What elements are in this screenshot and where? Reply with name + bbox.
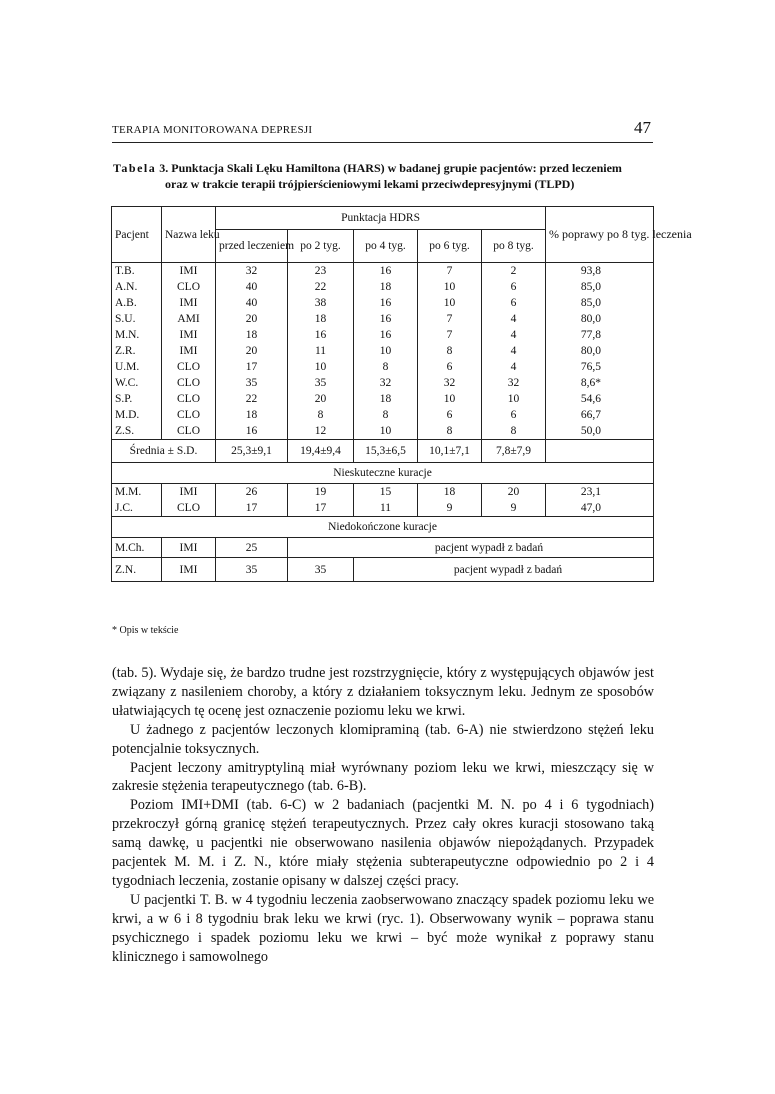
cell-week-8: 6 (482, 295, 546, 311)
table-row (112, 327, 654, 343)
cell-week-2: 35 (288, 375, 354, 391)
cell-week-2: 12 (288, 423, 354, 440)
cell-drug: CLO (162, 279, 216, 295)
cell-patient: U.M. (112, 359, 162, 375)
footnote: * Opis w tekście (112, 625, 179, 636)
cell-week-4: 18 (354, 391, 418, 407)
cell-week-8: 6 (482, 407, 546, 423)
paragraph: (tab. 5). Wydaje się, że bardzo trudne jest rozstrzygnięcie, który z występujących objawów jest związany z nasileniem choroby, a który z działaniem toksycznym leku. Jednym ze sposobów ułatwiających tę ocenę jest oznaczenie poziomu leku we krwi. (112, 665, 654, 719)
cell-week-8: 4 (482, 327, 546, 343)
cell-before: 18 (216, 407, 288, 423)
header-hdrs-group: Punktacja HDRS (216, 207, 546, 230)
cell-before: 20 (216, 343, 288, 359)
body-text (112, 664, 654, 967)
cell-patient: A.B. (112, 295, 162, 311)
cell-before: 40 (216, 279, 288, 295)
cell-improvement: 76,5 (546, 359, 654, 375)
paragraph: Poziom IMI+DMI (tab. 6-C) w 2 badaniach (pacjentki M. N. po 4 i 6 tygodniach) przekroczył górną granicę stężeń terapeutycznych. Przez cały okres kuracji stosowano taką samą dawkę, u pacjentki nie obserwowano nasilenia objawów niepożądanych. Przypadek pacjentek M. M. i Z. N., które miały stężenia subterapeutyczne odpowiednio po 2 i 4 tygodniach leczenia, zostanie opisany w dalszej części pracy. (112, 797, 654, 889)
cell-week-6: 7 (418, 311, 482, 327)
cell-week-4: 8 (354, 359, 418, 375)
unfinished-before: 25 (216, 538, 288, 558)
cell-improvement: 23,1 (546, 484, 654, 501)
cell-patient: A.N. (112, 279, 162, 295)
cell-before: 17 (216, 500, 288, 517)
table-row (112, 391, 654, 407)
caption-number: 3. (159, 161, 169, 175)
cell-drug: IMI (162, 484, 216, 501)
cell-patient: Z.R. (112, 343, 162, 359)
paragraph: Pacjent leczony amitryptyliną miał wyrównany poziom leku we krwi, mieszczący się w zakresie stężenia terapeutycznego (tab. 6-B). (112, 759, 654, 795)
cell-week-6: 6 (418, 359, 482, 375)
cell-week-8: 4 (482, 343, 546, 359)
header-week-4: po 4 tyg. (354, 230, 418, 263)
unfinished-note: pacjent wypadł z badań (354, 558, 654, 582)
unfinished-before: 35 (216, 558, 288, 582)
cell-improvement: 66,7 (546, 407, 654, 423)
unfinished-drug: IMI (162, 558, 216, 582)
mean-before: 25,3±9,1 (216, 440, 288, 463)
cell-week-4: 32 (354, 375, 418, 391)
cell-week-2: 22 (288, 279, 354, 295)
cell-week-6: 6 (418, 407, 482, 423)
mean-label: Średnia ± S.D. (112, 440, 216, 463)
cell-week-8: 4 (482, 311, 546, 327)
table-row (112, 359, 654, 375)
cell-patient: W.C. (112, 375, 162, 391)
header-week-8: po 8 tyg. (482, 230, 546, 263)
page-number: 47 (634, 118, 651, 137)
caption-line-1: Punktacja Skali Lęku Hamiltona (HARS) w badanej grupie pacjentów: przed leczeniem (171, 161, 622, 175)
unfinished-note: pacjent wypadł z badań (288, 538, 654, 558)
cell-drug: CLO (162, 423, 216, 440)
cell-drug: AMI (162, 311, 216, 327)
cell-week-2: 19 (288, 484, 354, 501)
cell-week-8: 20 (482, 484, 546, 501)
header-week-6: po 6 tyg. (418, 230, 482, 263)
cell-week-8: 2 (482, 263, 546, 280)
cell-week-4: 10 (354, 423, 418, 440)
table-row (112, 375, 654, 391)
cell-week-8: 9 (482, 500, 546, 517)
header-week-2: po 2 tyg. (288, 230, 354, 263)
cell-week-2: 11 (288, 343, 354, 359)
mean-week-2: 19,4±9,4 (288, 440, 354, 463)
cell-week-2: 8 (288, 407, 354, 423)
mean-section (112, 440, 654, 484)
paragraph: U pacjentki T. B. w 4 tygodniu leczenia zaobserwowano znaczący spadek poziomu leku we krwi, a w 6 i 8 tygodniu brak leku we krwi (ryc. 1). Obserwowany wynik – poprawa stanu psychicznego i spadek poziomu leku we krwi – być może wynikał z poprawy stanu klinicznego i samowolnego (112, 891, 654, 965)
ineffective-rows (112, 484, 654, 517)
cell-week-4: 18 (354, 279, 418, 295)
cell-week-4: 15 (354, 484, 418, 501)
cell-week-8: 6 (482, 279, 546, 295)
mean-improvement (546, 440, 654, 463)
cell-drug: CLO (162, 391, 216, 407)
cell-week-8: 4 (482, 359, 546, 375)
mean-week-6: 10,1±7,1 (418, 440, 482, 463)
running-head (112, 120, 653, 143)
paragraph: U żadnego z pacjentów leczonych klomipraminą (tab. 6-A) nie stwierdzono stężeń leku potencjalnie toksycznych. (112, 721, 654, 757)
cell-before: 35 (216, 375, 288, 391)
cell-week-2: 38 (288, 295, 354, 311)
cell-improvement: 80,0 (546, 311, 654, 327)
cell-week-6: 9 (418, 500, 482, 517)
cell-drug: IMI (162, 263, 216, 280)
cell-week-2: 17 (288, 500, 354, 517)
header-improvement: % poprawy po 8 tyg. leczenia (546, 207, 654, 263)
cell-week-6: 32 (418, 375, 482, 391)
ineffective-title-row (112, 463, 654, 484)
table-header (112, 207, 692, 263)
cell-drug: CLO (162, 375, 216, 391)
cell-week-8: 10 (482, 391, 546, 407)
header-drug: Nazwa leku (162, 207, 216, 263)
table-caption (113, 160, 658, 192)
cell-before: 18 (216, 327, 288, 343)
table-row (112, 407, 654, 423)
unfinished-row (112, 538, 654, 558)
table-row (112, 343, 654, 359)
cell-before: 26 (216, 484, 288, 501)
header-patient: Pacjent (112, 207, 162, 263)
cell-week-6: 8 (418, 423, 482, 440)
cell-week-6: 10 (418, 295, 482, 311)
cell-patient: Z.S. (112, 423, 162, 440)
cell-week-2: 20 (288, 391, 354, 407)
cell-drug: IMI (162, 327, 216, 343)
caption-label: Tabela (113, 161, 157, 175)
cell-improvement: 50,0 (546, 423, 654, 440)
unfinished-row (112, 558, 654, 582)
cell-week-4: 8 (354, 407, 418, 423)
unfinished-patient: M.Ch. (112, 538, 162, 558)
unfinished-section (112, 517, 654, 582)
cell-week-2: 23 (288, 263, 354, 280)
cell-before: 40 (216, 295, 288, 311)
mean-week-4: 15,3±6,5 (354, 440, 418, 463)
mean-row (112, 440, 654, 463)
table-row (112, 263, 654, 280)
table-row (112, 484, 654, 501)
cell-drug: CLO (162, 407, 216, 423)
table-row (112, 311, 654, 327)
table-row (112, 295, 654, 311)
cell-week-6: 18 (418, 484, 482, 501)
cell-week-2: 18 (288, 311, 354, 327)
cell-week-4: 16 (354, 295, 418, 311)
cell-patient: M.D. (112, 407, 162, 423)
cell-improvement: 8,6* (546, 375, 654, 391)
unfinished-drug: IMI (162, 538, 216, 558)
cell-patient: S.P. (112, 391, 162, 407)
table-row (112, 500, 654, 517)
unfinished-week-2: 35 (288, 558, 354, 582)
cell-patient: J.C. (112, 500, 162, 517)
unfinished-patient: Z.N. (112, 558, 162, 582)
cell-improvement: 85,0 (546, 295, 654, 311)
cell-improvement: 47,0 (546, 500, 654, 517)
cell-before: 32 (216, 263, 288, 280)
patient-rows (112, 263, 654, 440)
cell-week-6: 7 (418, 263, 482, 280)
hdrs-table (111, 206, 692, 582)
caption-line-2: oraz w trakcie terapii trójpierścieniowymi lekami przeciwdepresyjnymi (TLPD) (165, 177, 575, 191)
header-before: przed leczeniem (216, 230, 288, 263)
cell-improvement: 54,6 (546, 391, 654, 407)
cell-before: 17 (216, 359, 288, 375)
cell-before: 16 (216, 423, 288, 440)
cell-week-6: 8 (418, 343, 482, 359)
cell-before: 22 (216, 391, 288, 407)
running-title: TERAPIA MONITOROWANA DEPRESJI (112, 124, 313, 136)
table-row (112, 279, 654, 295)
cell-drug: IMI (162, 295, 216, 311)
cell-week-4: 16 (354, 263, 418, 280)
cell-week-4: 16 (354, 311, 418, 327)
table-row (112, 423, 654, 440)
cell-improvement: 80,0 (546, 343, 654, 359)
cell-week-4: 16 (354, 327, 418, 343)
cell-week-4: 10 (354, 343, 418, 359)
cell-week-2: 16 (288, 327, 354, 343)
unfinished-title: Niedokończone kuracje (112, 517, 654, 538)
cell-week-6: 10 (418, 279, 482, 295)
cell-week-6: 7 (418, 327, 482, 343)
ineffective-title: Nieskuteczne kuracje (112, 463, 654, 484)
cell-drug: CLO (162, 500, 216, 517)
mean-week-8: 7,8±7,9 (482, 440, 546, 463)
cell-patient: T.B. (112, 263, 162, 280)
cell-drug: IMI (162, 343, 216, 359)
cell-patient: S.U. (112, 311, 162, 327)
cell-drug: CLO (162, 359, 216, 375)
cell-improvement: 85,0 (546, 279, 654, 295)
cell-week-4: 11 (354, 500, 418, 517)
unfinished-title-row (112, 517, 654, 538)
cell-week-8: 8 (482, 423, 546, 440)
cell-improvement: 77,8 (546, 327, 654, 343)
cell-week-2: 10 (288, 359, 354, 375)
cell-patient: M.N. (112, 327, 162, 343)
cell-before: 20 (216, 311, 288, 327)
cell-improvement: 93,8 (546, 263, 654, 280)
cell-patient: M.M. (112, 484, 162, 501)
cell-week-8: 32 (482, 375, 546, 391)
cell-week-6: 10 (418, 391, 482, 407)
